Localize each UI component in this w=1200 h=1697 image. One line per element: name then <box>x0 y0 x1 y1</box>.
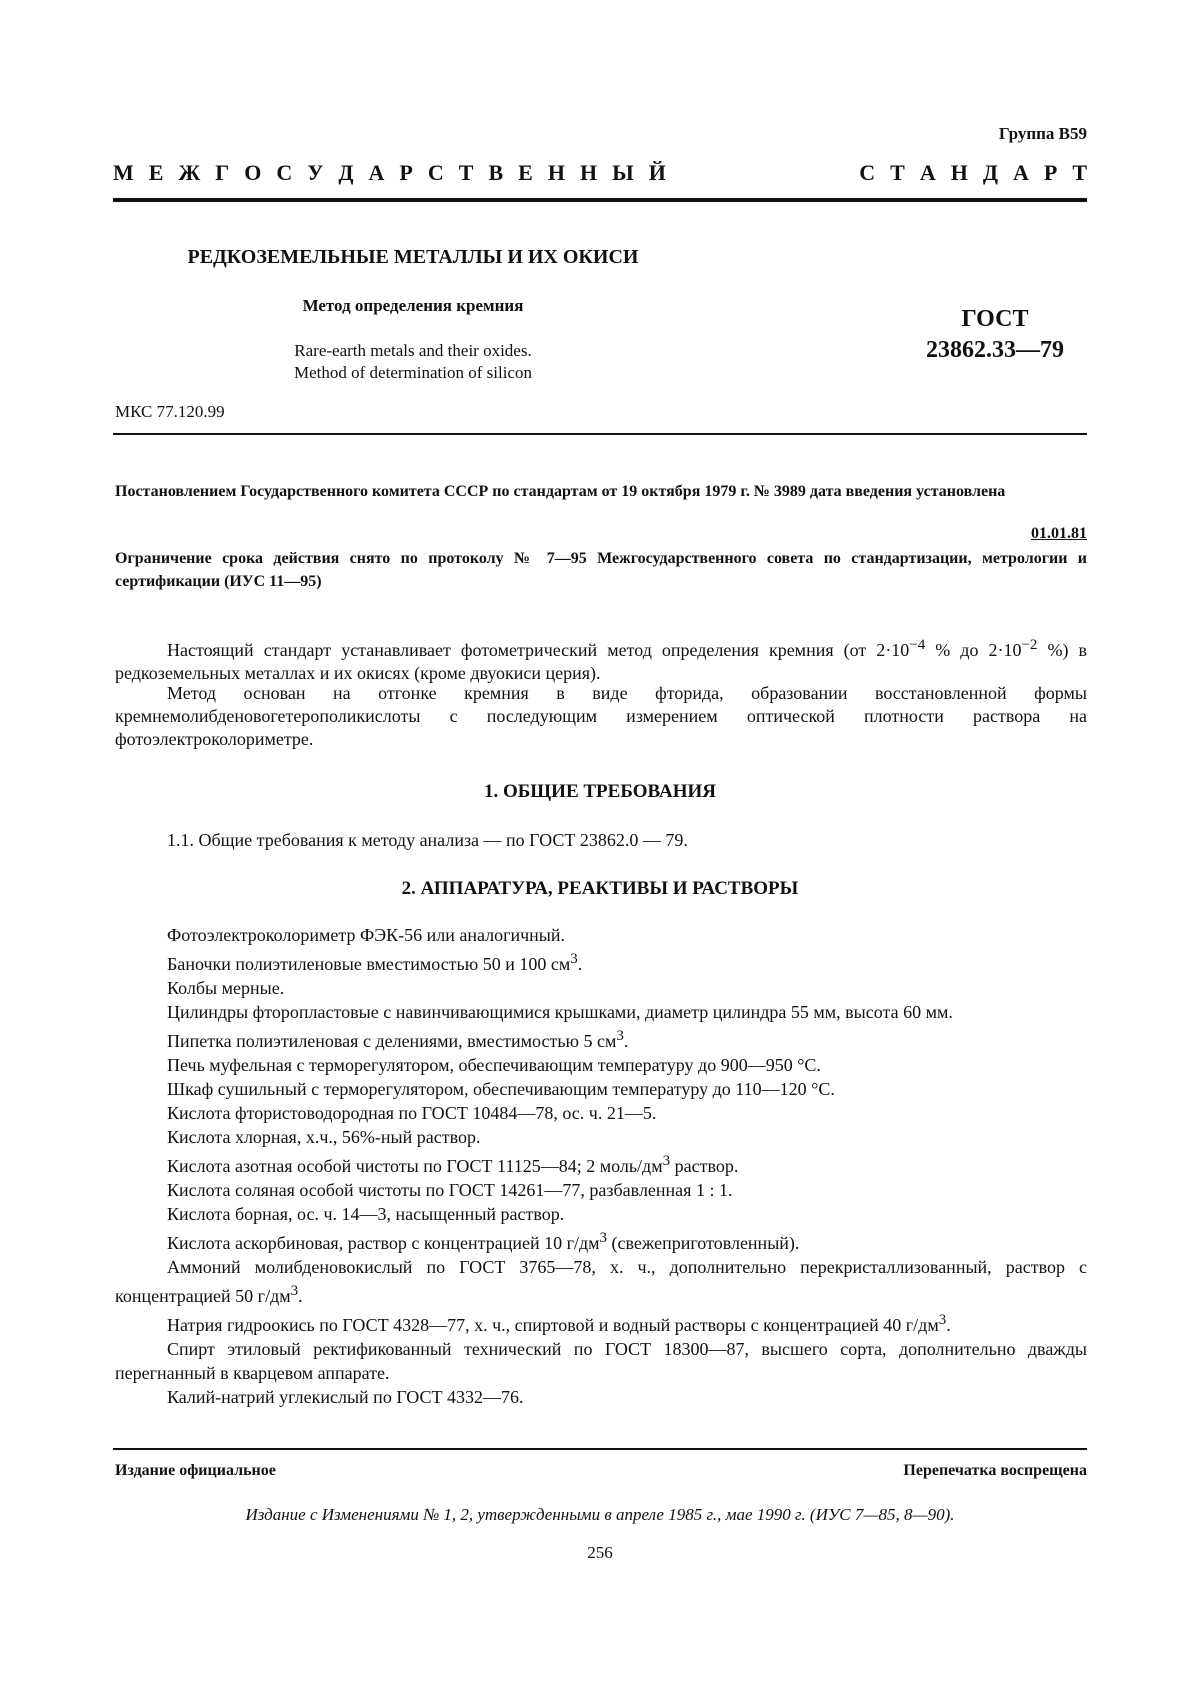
equipment-item-superscript: 3 <box>599 1230 608 1246</box>
intro-p1-part-a: Настоящий стандарт устанавливает фотометрический метод определения кремния (от 2·10 <box>167 640 910 660</box>
equipment-item <box>115 1101 1087 1125</box>
mks-rule <box>113 433 1087 435</box>
section-1-heading: 1. ОБЩИЕ ТРЕБОВАНИЯ <box>483 781 717 802</box>
equipment-item <box>115 1178 1087 1202</box>
banner-right-letter: С <box>859 160 876 185</box>
equipment-item <box>115 1125 1087 1149</box>
banner-left-letter: Р <box>399 160 413 185</box>
english-title-line2: Method of determination of silicon <box>294 363 532 382</box>
mks-code: МКС 77.120.99 <box>115 402 225 421</box>
group-code: Группа В59 <box>998 124 1087 143</box>
decree-text: Постановлением Государственного комитета СССР по стандартам от 19 октября 1979 г. № 3989 дата введения установлена <box>115 483 1006 500</box>
equipment-item-text: Кислота хлорная, х.ч., 56%-ный раствор. <box>167 1127 481 1147</box>
intro-p1-exponent-2: −2 <box>1021 637 1038 653</box>
banner-right-letter: А <box>1012 160 1029 185</box>
banner-right-letter: Т <box>1072 160 1087 185</box>
equipment-item-text: Спирт этиловый ректификованный технический по ГОСТ 18300—87, высшего сорта, дополнительно дважды перегнанный в кварцевом аппарате. <box>115 1339 1087 1383</box>
equipment-item <box>115 1226 1087 1255</box>
equipment-item-superscript: 3 <box>290 1283 299 1299</box>
footer-rule <box>113 1448 1087 1450</box>
reprint-prohibited-label: Перепечатка воспрещена <box>903 1462 1087 1479</box>
banner-left-letter: Н <box>547 160 565 185</box>
equipment-item-text: Натрия гидроокись по ГОСТ 4328—77, х. ч., спиртовой и водный растворы с концентрацией 40 г/дм <box>167 1315 939 1335</box>
equipment-item <box>115 1024 1087 1053</box>
banner-right-letter: А <box>919 160 936 185</box>
intro-paragraph-1 <box>115 634 1087 685</box>
equipment-item-text: Цилиндры фторопластовые с навинчивающимися крышками, диаметр цилиндра 55 мм, высота 60 мм. <box>167 1002 953 1022</box>
equipment-item-superscript: 3 <box>616 1028 624 1044</box>
banner-left-letter: Е <box>518 160 533 185</box>
banner-right-letter: Р <box>1043 160 1058 185</box>
gost-number: 23862.33—79 <box>926 337 1064 363</box>
section-1-item: 1.1. Общие требования к методу анализа — по ГОСТ 23862.0 — 79. <box>167 830 688 850</box>
banner-right-letter: Д <box>982 160 998 185</box>
equipment-item <box>115 923 1087 947</box>
equipment-item-text: Калий-натрий углекислый по ГОСТ 4332—76. <box>167 1387 524 1407</box>
intro-p1-exponent-1: −4 <box>909 637 926 653</box>
banner-left-letter: С <box>427 160 444 185</box>
section-2-heading: 2. АППАРАТУРА, РЕАКТИВЫ И РАСТВОРЫ <box>401 878 799 899</box>
equipment-item-text: Аммоний молибденовокислый по ГОСТ 3765—78, х. ч., дополнительно перекристаллизованный, раствор с концентрацией 50 г/дм <box>115 1257 1087 1306</box>
banner-word-left <box>113 160 666 186</box>
banner-left-letter: О <box>244 160 262 185</box>
equipment-item-text: Кислота фтористоводородная по ГОСТ 10484—78, ос. ч. 21—5. <box>167 1103 657 1123</box>
equipment-item-text: Кислота азотная особой чистоты по ГОСТ 11125—84; 2 моль/дм <box>167 1156 663 1176</box>
standard-banner <box>113 160 1087 186</box>
banner-left-letter: Т <box>458 160 474 185</box>
banner-left-letter: А <box>368 160 385 185</box>
english-title-line1: Rare-earth metals and their oxides. <box>294 341 532 360</box>
equipment-item <box>115 1077 1087 1101</box>
equipment-item-text: Кислота соляная особой чистоты по ГОСТ 14261—77, разбавленная 1 : 1. <box>167 1180 733 1200</box>
equipment-item <box>115 1053 1087 1077</box>
banner-right-letter: Т <box>890 160 905 185</box>
limitation-text: Ограничение срока действия снято по протоколу № 7—95 Межгосударственного совета по стандартизации, метрологии и сертификации (ИУС 11—95) <box>115 550 1087 590</box>
banner-left-letter: В <box>488 160 504 185</box>
banner-left-letter: Н <box>579 160 598 185</box>
intro-p1-part-b: % до 2·10 <box>925 640 1022 660</box>
equipment-item-tail: . <box>577 954 583 974</box>
banner-left-letter: С <box>276 160 293 185</box>
banner-left-letter: Ж <box>178 160 201 185</box>
equipment-item-tail: . <box>298 1286 303 1306</box>
banner-left-letter: Ы <box>612 160 634 185</box>
equipment-list <box>115 923 1087 1409</box>
banner-left-letter: Г <box>215 160 230 185</box>
equipment-item <box>115 1385 1087 1409</box>
equipment-item-text: Колбы мерные. <box>167 978 285 998</box>
equipment-item-text: Баночки полиэтиленовые вместимостью 50 и 100 см <box>167 954 571 974</box>
equipment-item-text: Печь муфельная с терморегулятором, обеспечивающим температуру до 900—950 °С. <box>167 1055 821 1075</box>
banner-left-letter: У <box>307 160 324 185</box>
equipment-item-tail: раствор. <box>670 1156 739 1176</box>
document-subtitle: Метод определения кремния <box>302 296 524 315</box>
header-rule <box>113 198 1087 202</box>
banner-right-letter: Н <box>950 160 968 185</box>
english-title <box>113 340 713 384</box>
banner-word-right <box>859 160 1087 186</box>
intro-p1-part-c: %) в редкоземельных металлах и их окисях (кроме двуокиси церия). <box>115 640 1087 683</box>
equipment-item-superscript: 3 <box>662 1153 671 1169</box>
equipment-item-superscript: 3 <box>570 951 578 967</box>
equipment-item <box>115 1202 1087 1226</box>
equipment-item <box>115 947 1087 976</box>
equipment-item-tail: (свежеприготовленный). <box>607 1233 800 1253</box>
banner-left-letter: Е <box>148 160 164 185</box>
equipment-item <box>115 1308 1087 1337</box>
official-edition-label: Издание официальное <box>115 1462 276 1479</box>
page-number: 256 <box>587 1543 613 1562</box>
intro-paragraph-2: Метод основан на отгонке кремния в виде фторида, образовании восстановленной формы кремнемолибденовогетерополикислоты с последующим измерением оптической плотности раствора на фотоэлектроколориметре. <box>115 683 1087 749</box>
equipment-item-text: Кислота борная, ос. ч. 14—3, насыщенный раствор. <box>167 1204 565 1224</box>
banner-left-letter: Й <box>648 160 666 185</box>
equipment-item-tail: . <box>946 1315 951 1335</box>
amendments-note: Издание с Изменениями № 1, 2, утвержденными в апреле 1985 г., мае 1990 г. (ИУС 7—85, 8—90). <box>245 1505 955 1524</box>
equipment-item <box>115 1337 1087 1385</box>
equipment-item <box>115 1255 1087 1308</box>
equipment-item <box>115 1149 1087 1178</box>
document-title: РЕДКОЗЕМЕЛЬНЫЕ МЕТАЛЛЫ И ИХ ОКИСИ <box>187 246 639 268</box>
equipment-item-superscript: 3 <box>938 1312 947 1328</box>
banner-left-letter: Д <box>338 160 354 185</box>
banner-left-letter: М <box>113 160 134 185</box>
gost-designation <box>900 304 1090 366</box>
gost-label: ГОСТ <box>961 306 1029 332</box>
equipment-item-text: Фотоэлектроколориметр ФЭК-56 или аналогичный. <box>167 925 566 945</box>
equipment-item-text: Пипетка полиэтиленовая с делениями, вместимостью 5 см <box>167 1031 617 1051</box>
equipment-item-text: Шкаф сушильный с терморегулятором, обеспечивающим температуру до 110—120 °С. <box>167 1079 835 1099</box>
introduction-date: 01.01.81 <box>1031 525 1087 542</box>
equipment-item-tail: . <box>623 1031 629 1051</box>
equipment-item <box>115 1000 1087 1024</box>
equipment-item-text: Кислота аскорбиновая, раствор с концентрацией 10 г/дм <box>167 1233 600 1253</box>
equipment-item <box>115 976 1087 1000</box>
